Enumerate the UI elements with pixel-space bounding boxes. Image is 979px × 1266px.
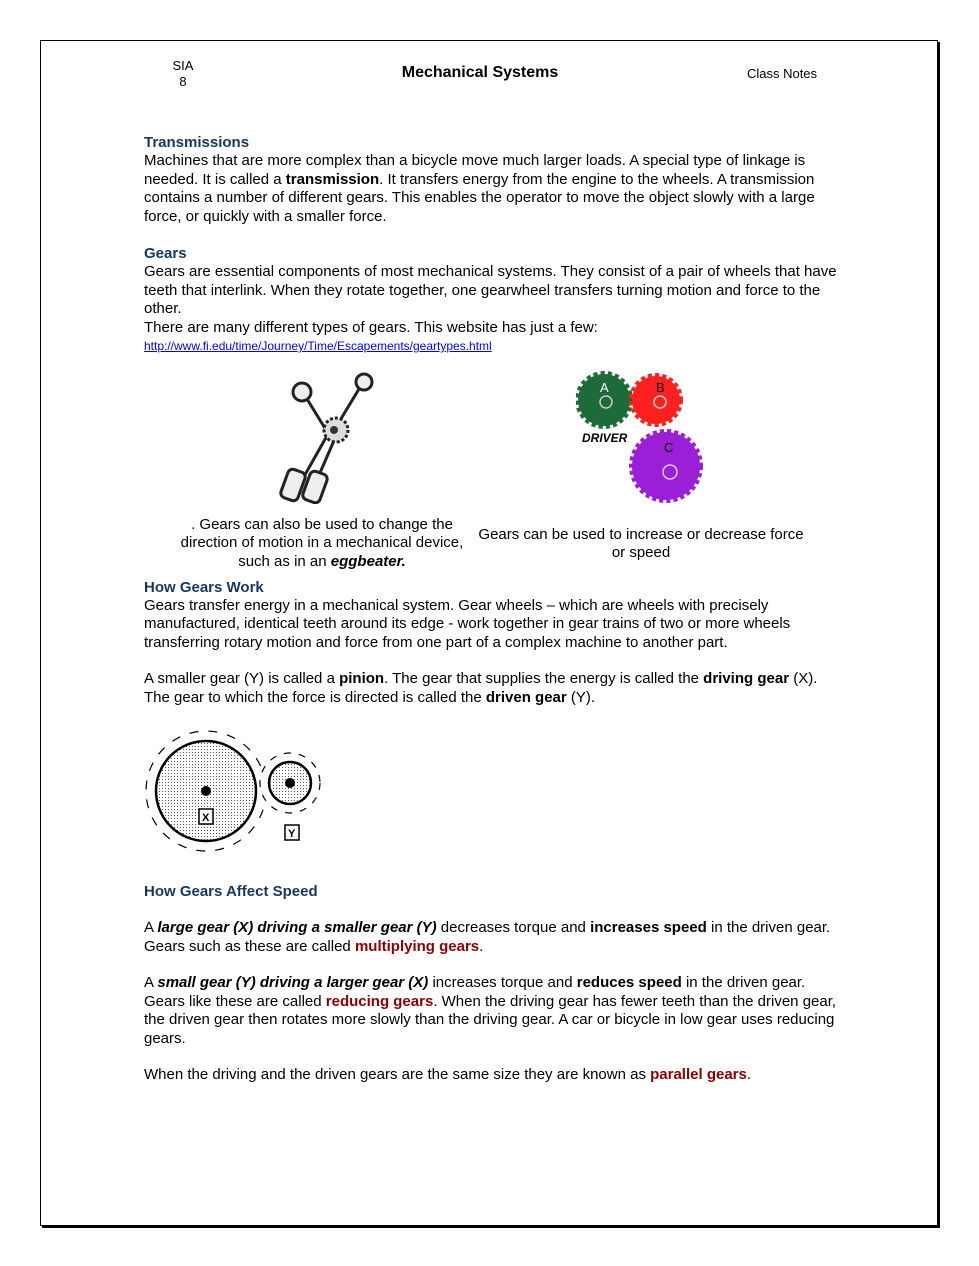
text: . xyxy=(479,937,484,955)
svg-text:C: C xyxy=(664,439,674,455)
eggbeater-caption xyxy=(172,516,472,572)
text: decreases torque and xyxy=(436,919,591,936)
term-reducing-gears: reducing gears xyxy=(325,992,434,1010)
spacer xyxy=(144,901,844,919)
text: . The gear that supplies the energy is called the xyxy=(384,670,704,687)
svg-text:X: X xyxy=(202,812,210,824)
svg-text:Y: Y xyxy=(288,828,296,840)
text: in the driven gear. Gears such as these are called xyxy=(144,919,831,955)
term-driving-gear: driving gear xyxy=(703,670,790,687)
term-increases-speed: increases speed xyxy=(590,919,707,936)
section-transmissions xyxy=(144,133,844,226)
heading-how-gears-affect-speed: How Gears Affect Speed xyxy=(144,883,318,900)
spacer xyxy=(144,1048,844,1066)
gear-xy-image xyxy=(144,725,334,860)
svg-text:DRIVER: DRIVER xyxy=(582,430,628,445)
text: increases torque and xyxy=(428,974,577,991)
gears-types-paragraph: There are many different types of gears. This website has just a few: xyxy=(144,318,598,336)
emphasis: large gear (X) driving a smaller gear (Y) xyxy=(157,919,437,936)
course-line-2: 8 xyxy=(179,74,187,89)
text: (X). The gear to which the force is directed is called the xyxy=(144,670,818,706)
heading-transmissions: Transmissions xyxy=(144,134,250,151)
transmissions-paragraph xyxy=(144,152,844,226)
text: . It transfers energy from the engine to the wheels. A transmission contains a number of different gears. This enables the operator to move the object slowly with a large force, or quickly with a smaller force. xyxy=(144,170,815,225)
parallel-gears-paragraph xyxy=(144,1066,844,1085)
gear-types-link[interactable]: http://www.fi.edu/time/Journey/Time/Escapements/geartypes.html xyxy=(144,339,492,353)
pinion-paragraph xyxy=(144,670,844,707)
color-gears-image xyxy=(576,370,712,510)
text: . xyxy=(746,1066,752,1083)
text: A smaller gear (Y) is called a xyxy=(144,670,340,687)
text: A xyxy=(144,919,158,936)
spacer xyxy=(144,226,844,244)
section-how-gears-work xyxy=(144,578,844,708)
term-transmission: transmission xyxy=(285,170,380,188)
color-gears-caption: Gears can be used to increase or decrease force or speed xyxy=(478,525,804,561)
text: When the driving and the driven gears are the same size they are known as xyxy=(144,1066,651,1083)
text: in the driven gear. Gears like these are called xyxy=(144,974,806,1010)
page-title: Mechanical Systems xyxy=(401,64,559,81)
heading-gears: Gears xyxy=(144,245,187,262)
gear-xy-diagram xyxy=(144,725,844,870)
term-pinion: pinion xyxy=(339,670,385,687)
term-reduces-speed: reduces speed xyxy=(576,974,682,991)
course-line-1: SIA xyxy=(172,58,194,73)
spacer xyxy=(144,956,844,974)
text: . When the driving gear has fewer teeth than the driven gear, the driven gear then rotates more slowly than the driving gear. A car or bicycle in low gear uses reducing gears. xyxy=(144,992,837,1047)
term-driven-gear: driven gear xyxy=(485,688,567,706)
document-body xyxy=(144,133,844,1085)
term-eggbeater: eggbeater. xyxy=(330,552,406,570)
how-gears-work-paragraph: Gears transfer energy in a mechanical system. Gear wheels – which are wheels with precisely manufactured, identical teeth around its edge - work together in gear trains of two or more wheels transferring rotary motion and force from one part of a complex machine to another part. xyxy=(144,596,791,651)
multiplying-gears-paragraph xyxy=(144,919,844,956)
text: Machines that are more complex than a bicycle move much larger loads. A special type of linkage is needed. It is called a xyxy=(144,152,806,188)
reducing-gears-paragraph xyxy=(144,974,844,1048)
emphasis: small gear (Y) driving a larger gear (X) xyxy=(157,974,429,991)
doc-type-label: Class Notes xyxy=(746,66,818,81)
spacer xyxy=(144,652,844,670)
term-multiplying-gears: multiplying gears xyxy=(354,937,480,955)
svg-text:A: A xyxy=(600,379,609,395)
text: A xyxy=(144,974,158,991)
svg-text:B: B xyxy=(656,379,665,395)
spacer xyxy=(144,870,844,882)
section-how-gears-affect-speed xyxy=(144,882,844,1085)
figure-row xyxy=(144,356,844,578)
term-parallel-gears: parallel gears xyxy=(650,1066,747,1083)
gears-paragraph: Gears are essential components of most mechanical systems. They consist of a pair of wheels that have teeth that interlink. When they rotate together, one gearwheel transfers turning motion and force to the other. xyxy=(144,263,837,317)
text: . Gears can also be used to change the direction of motion in a mechanical device, such as in an xyxy=(180,515,464,570)
section-gears xyxy=(144,244,844,356)
text: (Y). xyxy=(566,688,596,706)
eggbeater-image xyxy=(274,372,384,504)
course-code xyxy=(165,58,201,90)
heading-how-gears-work: How Gears Work xyxy=(144,578,264,596)
